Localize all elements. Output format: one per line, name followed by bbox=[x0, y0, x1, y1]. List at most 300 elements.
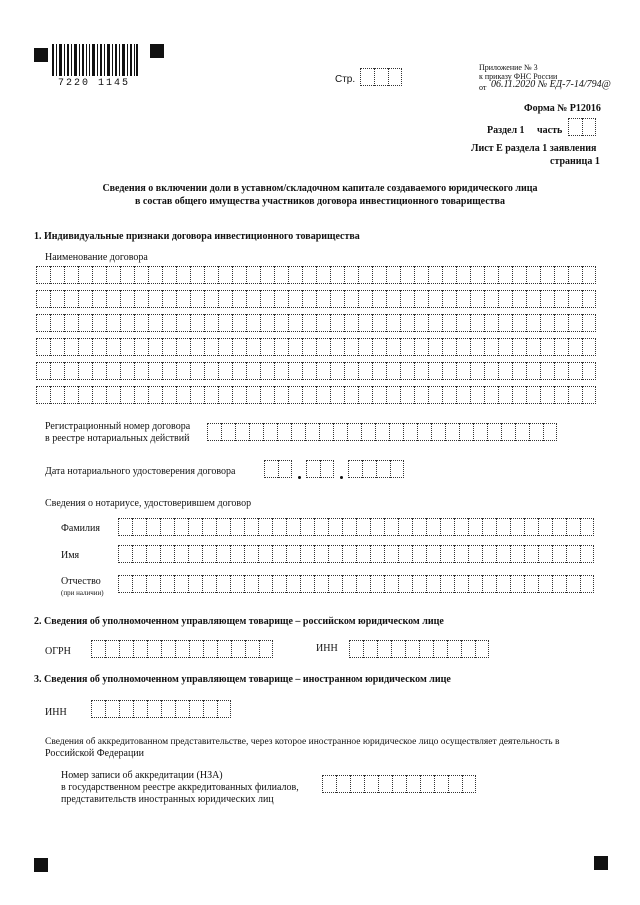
char-cell[interactable] bbox=[512, 338, 526, 356]
char-cell[interactable] bbox=[328, 518, 342, 536]
char-cell[interactable] bbox=[442, 266, 456, 284]
char-cell[interactable] bbox=[244, 575, 258, 593]
char-cell[interactable] bbox=[510, 575, 524, 593]
char-cell[interactable] bbox=[288, 338, 302, 356]
char-cell[interactable] bbox=[216, 518, 230, 536]
char-cell[interactable] bbox=[434, 775, 448, 793]
char-cell[interactable] bbox=[510, 545, 524, 563]
char-cell[interactable] bbox=[442, 362, 456, 380]
char-cell[interactable] bbox=[146, 518, 160, 536]
char-cell[interactable] bbox=[512, 290, 526, 308]
char-cell[interactable] bbox=[470, 386, 484, 404]
char-cell[interactable] bbox=[305, 423, 319, 441]
char-cell[interactable] bbox=[64, 290, 78, 308]
char-cell[interactable] bbox=[447, 640, 461, 658]
char-cell[interactable] bbox=[372, 314, 386, 332]
char-cell[interactable] bbox=[344, 362, 358, 380]
char-cell[interactable] bbox=[288, 314, 302, 332]
char-cell[interactable] bbox=[132, 518, 146, 536]
char-cell[interactable] bbox=[218, 362, 232, 380]
char-cell[interactable] bbox=[582, 338, 596, 356]
char-cell[interactable] bbox=[582, 362, 596, 380]
char-cell[interactable] bbox=[64, 266, 78, 284]
char-cell[interactable] bbox=[174, 545, 188, 563]
char-cell[interactable] bbox=[175, 700, 189, 718]
char-cell[interactable] bbox=[160, 575, 174, 593]
contract-name-row-1[interactable] bbox=[36, 266, 596, 284]
char-cell[interactable] bbox=[414, 338, 428, 356]
nza-field[interactable] bbox=[322, 775, 476, 793]
char-cell[interactable] bbox=[258, 575, 272, 593]
char-cell[interactable] bbox=[204, 314, 218, 332]
char-cell[interactable] bbox=[188, 545, 202, 563]
char-cell[interactable] bbox=[470, 338, 484, 356]
char-cell[interactable] bbox=[484, 362, 498, 380]
char-cell[interactable] bbox=[316, 362, 330, 380]
char-cell[interactable] bbox=[232, 290, 246, 308]
char-cell[interactable] bbox=[106, 314, 120, 332]
char-cell[interactable] bbox=[204, 338, 218, 356]
char-cell[interactable] bbox=[484, 314, 498, 332]
char-cell[interactable] bbox=[316, 386, 330, 404]
char-cell[interactable] bbox=[420, 775, 434, 793]
char-cell[interactable] bbox=[235, 423, 249, 441]
char-cell[interactable] bbox=[400, 266, 414, 284]
char-cell[interactable] bbox=[580, 575, 594, 593]
char-cell[interactable] bbox=[498, 386, 512, 404]
char-cell[interactable] bbox=[188, 518, 202, 536]
char-cell[interactable] bbox=[524, 545, 538, 563]
char-cell[interactable] bbox=[92, 314, 106, 332]
char-cell[interactable] bbox=[302, 386, 316, 404]
char-cell[interactable] bbox=[356, 518, 370, 536]
char-cell[interactable] bbox=[306, 460, 320, 478]
char-cell[interactable] bbox=[501, 423, 515, 441]
char-cell[interactable] bbox=[442, 338, 456, 356]
char-cell[interactable] bbox=[160, 545, 174, 563]
char-cell[interactable] bbox=[363, 640, 377, 658]
char-cell[interactable] bbox=[554, 314, 568, 332]
char-cell[interactable] bbox=[314, 545, 328, 563]
char-cell[interactable] bbox=[106, 362, 120, 380]
char-cell[interactable] bbox=[119, 640, 133, 658]
char-cell[interactable] bbox=[147, 640, 161, 658]
char-cell[interactable] bbox=[64, 386, 78, 404]
char-cell[interactable] bbox=[244, 518, 258, 536]
char-cell[interactable] bbox=[364, 775, 378, 793]
char-cell[interactable] bbox=[260, 290, 274, 308]
char-cell[interactable] bbox=[386, 266, 400, 284]
char-cell[interactable] bbox=[454, 545, 468, 563]
char-cell[interactable] bbox=[162, 362, 176, 380]
char-cell[interactable] bbox=[148, 386, 162, 404]
char-cell[interactable] bbox=[218, 338, 232, 356]
char-cell[interactable] bbox=[50, 362, 64, 380]
char-cell[interactable] bbox=[258, 518, 272, 536]
char-cell[interactable] bbox=[580, 518, 594, 536]
char-cell[interactable] bbox=[440, 575, 454, 593]
char-cell[interactable] bbox=[300, 575, 314, 593]
char-cell[interactable] bbox=[347, 423, 361, 441]
char-cell[interactable] bbox=[386, 314, 400, 332]
char-cell[interactable] bbox=[202, 575, 216, 593]
char-cell[interactable] bbox=[330, 314, 344, 332]
char-cell[interactable] bbox=[288, 290, 302, 308]
char-cell[interactable] bbox=[134, 314, 148, 332]
char-cell[interactable] bbox=[106, 386, 120, 404]
char-cell[interactable] bbox=[120, 362, 134, 380]
char-cell[interactable] bbox=[417, 423, 431, 441]
char-cell[interactable] bbox=[358, 290, 372, 308]
char-cell[interactable] bbox=[146, 575, 160, 593]
char-cell[interactable] bbox=[176, 314, 190, 332]
char-cell[interactable] bbox=[204, 266, 218, 284]
char-cell[interactable] bbox=[428, 266, 442, 284]
char-cell[interactable] bbox=[174, 518, 188, 536]
date-month-field[interactable] bbox=[306, 460, 334, 478]
char-cell[interactable] bbox=[552, 575, 566, 593]
char-cell[interactable] bbox=[272, 518, 286, 536]
char-cell[interactable] bbox=[412, 518, 426, 536]
char-cell[interactable] bbox=[189, 700, 203, 718]
char-cell[interactable] bbox=[92, 386, 106, 404]
char-cell[interactable] bbox=[448, 775, 462, 793]
char-cell[interactable] bbox=[204, 386, 218, 404]
char-cell[interactable] bbox=[316, 338, 330, 356]
char-cell[interactable] bbox=[370, 518, 384, 536]
char-cell[interactable] bbox=[106, 290, 120, 308]
char-cell[interactable] bbox=[36, 362, 50, 380]
date-year-field[interactable] bbox=[348, 460, 404, 478]
char-cell[interactable] bbox=[50, 290, 64, 308]
char-cell[interactable] bbox=[174, 575, 188, 593]
char-cell[interactable] bbox=[498, 362, 512, 380]
char-cell[interactable] bbox=[230, 545, 244, 563]
char-cell[interactable] bbox=[468, 518, 482, 536]
char-cell[interactable] bbox=[218, 386, 232, 404]
char-cell[interactable] bbox=[358, 314, 372, 332]
reg-number-field[interactable] bbox=[207, 423, 557, 441]
char-cell[interactable] bbox=[456, 266, 470, 284]
char-cell[interactable] bbox=[389, 423, 403, 441]
char-cell[interactable] bbox=[120, 290, 134, 308]
char-cell[interactable] bbox=[291, 423, 305, 441]
contract-name-row-4[interactable] bbox=[36, 338, 596, 356]
char-cell[interactable] bbox=[272, 545, 286, 563]
char-cell[interactable] bbox=[445, 423, 459, 441]
char-cell[interactable] bbox=[64, 338, 78, 356]
char-cell[interactable] bbox=[412, 545, 426, 563]
char-cell[interactable] bbox=[316, 290, 330, 308]
char-cell[interactable] bbox=[314, 518, 328, 536]
char-cell[interactable] bbox=[50, 266, 64, 284]
char-cell[interactable] bbox=[204, 362, 218, 380]
char-cell[interactable] bbox=[540, 266, 554, 284]
char-cell[interactable] bbox=[106, 338, 120, 356]
char-cell[interactable] bbox=[274, 386, 288, 404]
char-cell[interactable] bbox=[456, 362, 470, 380]
char-cell[interactable] bbox=[372, 386, 386, 404]
char-cell[interactable] bbox=[190, 386, 204, 404]
char-cell[interactable] bbox=[344, 266, 358, 284]
char-cell[interactable] bbox=[582, 386, 596, 404]
char-cell[interactable] bbox=[554, 386, 568, 404]
char-cell[interactable] bbox=[246, 266, 260, 284]
char-cell[interactable] bbox=[428, 314, 442, 332]
char-cell[interactable] bbox=[398, 545, 412, 563]
char-cell[interactable] bbox=[510, 518, 524, 536]
char-cell[interactable] bbox=[391, 640, 405, 658]
char-cell[interactable] bbox=[580, 545, 594, 563]
char-cell[interactable] bbox=[118, 518, 132, 536]
char-cell[interactable] bbox=[162, 314, 176, 332]
char-cell[interactable] bbox=[473, 423, 487, 441]
char-cell[interactable] bbox=[344, 314, 358, 332]
char-cell[interactable] bbox=[484, 338, 498, 356]
inn-field-section3[interactable] bbox=[91, 700, 231, 718]
char-cell[interactable] bbox=[148, 362, 162, 380]
char-cell[interactable] bbox=[442, 386, 456, 404]
char-cell[interactable] bbox=[260, 266, 274, 284]
char-cell[interactable] bbox=[431, 423, 445, 441]
char-cell[interactable] bbox=[302, 362, 316, 380]
char-cell[interactable] bbox=[190, 314, 204, 332]
char-cell[interactable] bbox=[316, 266, 330, 284]
char-cell[interactable] bbox=[232, 314, 246, 332]
char-cell[interactable] bbox=[272, 575, 286, 593]
contract-name-row-5[interactable] bbox=[36, 362, 596, 380]
char-cell[interactable] bbox=[217, 640, 231, 658]
char-cell[interactable] bbox=[568, 314, 582, 332]
char-cell[interactable] bbox=[274, 290, 288, 308]
char-cell[interactable] bbox=[105, 700, 119, 718]
patronymic-field[interactable] bbox=[118, 575, 594, 593]
char-cell[interactable] bbox=[132, 575, 146, 593]
char-cell[interactable] bbox=[162, 386, 176, 404]
char-cell[interactable] bbox=[470, 290, 484, 308]
char-cell[interactable] bbox=[245, 640, 259, 658]
char-cell[interactable] bbox=[119, 700, 133, 718]
char-cell[interactable] bbox=[330, 290, 344, 308]
char-cell[interactable] bbox=[496, 545, 510, 563]
char-cell[interactable] bbox=[190, 290, 204, 308]
char-cell[interactable] bbox=[526, 386, 540, 404]
char-cell[interactable] bbox=[286, 575, 300, 593]
char-cell[interactable] bbox=[344, 290, 358, 308]
char-cell[interactable] bbox=[319, 423, 333, 441]
char-cell[interactable] bbox=[322, 775, 336, 793]
char-cell[interactable] bbox=[406, 775, 420, 793]
char-cell[interactable] bbox=[344, 338, 358, 356]
char-cell[interactable] bbox=[134, 386, 148, 404]
char-cell[interactable] bbox=[356, 575, 370, 593]
char-cell[interactable] bbox=[475, 640, 489, 658]
char-cell[interactable] bbox=[384, 545, 398, 563]
char-cell[interactable] bbox=[120, 386, 134, 404]
char-cell[interactable] bbox=[400, 362, 414, 380]
char-cell[interactable] bbox=[132, 545, 146, 563]
char-cell[interactable] bbox=[232, 266, 246, 284]
char-cell[interactable] bbox=[274, 314, 288, 332]
char-cell[interactable] bbox=[524, 518, 538, 536]
char-cell[interactable] bbox=[50, 386, 64, 404]
char-cell[interactable] bbox=[36, 290, 50, 308]
char-cell[interactable] bbox=[218, 290, 232, 308]
char-cell[interactable] bbox=[330, 266, 344, 284]
char-cell[interactable] bbox=[302, 266, 316, 284]
char-cell[interactable] bbox=[468, 545, 482, 563]
char-cell[interactable] bbox=[260, 386, 274, 404]
char-cell[interactable] bbox=[302, 314, 316, 332]
char-cell[interactable] bbox=[400, 314, 414, 332]
char-cell[interactable] bbox=[328, 575, 342, 593]
char-cell[interactable] bbox=[568, 338, 582, 356]
char-cell[interactable] bbox=[218, 266, 232, 284]
char-cell[interactable] bbox=[386, 362, 400, 380]
char-cell[interactable] bbox=[204, 290, 218, 308]
char-cell[interactable] bbox=[328, 545, 342, 563]
char-cell[interactable] bbox=[400, 290, 414, 308]
char-cell[interactable] bbox=[482, 545, 496, 563]
char-cell[interactable] bbox=[526, 290, 540, 308]
char-cell[interactable] bbox=[246, 362, 260, 380]
char-cell[interactable] bbox=[148, 314, 162, 332]
char-cell[interactable] bbox=[344, 386, 358, 404]
inn-field-section2[interactable] bbox=[349, 640, 489, 658]
part-number-field[interactable] bbox=[568, 118, 596, 136]
char-cell[interactable] bbox=[78, 314, 92, 332]
char-cell[interactable] bbox=[118, 545, 132, 563]
char-cell[interactable] bbox=[300, 545, 314, 563]
char-cell[interactable] bbox=[526, 314, 540, 332]
char-cell[interactable] bbox=[554, 290, 568, 308]
char-cell[interactable] bbox=[300, 518, 314, 536]
char-cell[interactable] bbox=[529, 423, 543, 441]
char-cell[interactable] bbox=[260, 314, 274, 332]
char-cell[interactable] bbox=[176, 338, 190, 356]
char-cell[interactable] bbox=[496, 575, 510, 593]
page-number-field[interactable] bbox=[360, 68, 402, 86]
char-cell[interactable] bbox=[320, 460, 334, 478]
char-cell[interactable] bbox=[162, 290, 176, 308]
char-cell[interactable] bbox=[133, 700, 147, 718]
char-cell[interactable] bbox=[286, 545, 300, 563]
char-cell[interactable] bbox=[92, 266, 106, 284]
char-cell[interactable] bbox=[400, 386, 414, 404]
char-cell[interactable] bbox=[190, 338, 204, 356]
char-cell[interactable] bbox=[274, 362, 288, 380]
char-cell[interactable] bbox=[540, 290, 554, 308]
char-cell[interactable] bbox=[512, 362, 526, 380]
char-cell[interactable] bbox=[176, 290, 190, 308]
char-cell[interactable] bbox=[330, 386, 344, 404]
char-cell[interactable] bbox=[217, 700, 231, 718]
char-cell[interactable] bbox=[314, 575, 328, 593]
char-cell[interactable] bbox=[176, 362, 190, 380]
char-cell[interactable] bbox=[358, 338, 372, 356]
char-cell[interactable] bbox=[428, 362, 442, 380]
char-cell[interactable] bbox=[440, 545, 454, 563]
char-cell[interactable] bbox=[414, 386, 428, 404]
char-cell[interactable] bbox=[361, 423, 375, 441]
char-cell[interactable] bbox=[64, 314, 78, 332]
char-cell[interactable] bbox=[386, 338, 400, 356]
char-cell[interactable] bbox=[260, 338, 274, 356]
char-cell[interactable] bbox=[221, 423, 235, 441]
char-cell[interactable] bbox=[403, 423, 417, 441]
char-cell[interactable] bbox=[582, 290, 596, 308]
char-cell[interactable] bbox=[428, 290, 442, 308]
char-cell[interactable] bbox=[203, 640, 217, 658]
char-cell[interactable] bbox=[498, 266, 512, 284]
char-cell[interactable] bbox=[456, 338, 470, 356]
char-cell[interactable] bbox=[484, 290, 498, 308]
char-cell[interactable] bbox=[218, 314, 232, 332]
char-cell[interactable] bbox=[554, 362, 568, 380]
char-cell[interactable] bbox=[377, 640, 391, 658]
char-cell[interactable] bbox=[456, 314, 470, 332]
char-cell[interactable] bbox=[246, 314, 260, 332]
char-cell[interactable] bbox=[372, 362, 386, 380]
char-cell[interactable] bbox=[232, 386, 246, 404]
char-cell[interactable] bbox=[470, 266, 484, 284]
char-cell[interactable] bbox=[148, 290, 162, 308]
char-cell[interactable] bbox=[190, 362, 204, 380]
char-cell[interactable] bbox=[92, 362, 106, 380]
contract-name-row-6[interactable] bbox=[36, 386, 596, 404]
char-cell[interactable] bbox=[342, 545, 356, 563]
char-cell[interactable] bbox=[190, 266, 204, 284]
char-cell[interactable] bbox=[456, 290, 470, 308]
char-cell[interactable] bbox=[202, 518, 216, 536]
char-cell[interactable] bbox=[426, 575, 440, 593]
char-cell[interactable] bbox=[161, 700, 175, 718]
char-cell[interactable] bbox=[462, 775, 476, 793]
char-cell[interactable] bbox=[390, 460, 404, 478]
char-cell[interactable] bbox=[274, 266, 288, 284]
char-cell[interactable] bbox=[440, 518, 454, 536]
char-cell[interactable] bbox=[456, 386, 470, 404]
char-cell[interactable] bbox=[244, 545, 258, 563]
char-cell[interactable] bbox=[92, 290, 106, 308]
char-cell[interactable] bbox=[277, 423, 291, 441]
char-cell[interactable] bbox=[362, 460, 376, 478]
first-name-field[interactable] bbox=[118, 545, 594, 563]
char-cell[interactable] bbox=[232, 362, 246, 380]
char-cell[interactable] bbox=[386, 290, 400, 308]
char-cell[interactable] bbox=[350, 775, 364, 793]
char-cell[interactable] bbox=[414, 266, 428, 284]
char-cell[interactable] bbox=[330, 362, 344, 380]
char-cell[interactable] bbox=[348, 460, 362, 478]
char-cell[interactable] bbox=[484, 266, 498, 284]
char-cell[interactable] bbox=[78, 362, 92, 380]
char-cell[interactable] bbox=[426, 545, 440, 563]
char-cell[interactable] bbox=[259, 640, 273, 658]
char-cell[interactable] bbox=[64, 362, 78, 380]
char-cell[interactable] bbox=[487, 423, 501, 441]
char-cell[interactable] bbox=[384, 518, 398, 536]
char-cell[interactable] bbox=[554, 338, 568, 356]
char-cell[interactable] bbox=[442, 290, 456, 308]
char-cell[interactable] bbox=[246, 338, 260, 356]
char-cell[interactable] bbox=[498, 338, 512, 356]
char-cell[interactable] bbox=[568, 266, 582, 284]
ogrn-field[interactable] bbox=[91, 640, 273, 658]
char-cell[interactable] bbox=[263, 423, 277, 441]
char-cell[interactable] bbox=[146, 545, 160, 563]
char-cell[interactable] bbox=[288, 266, 302, 284]
